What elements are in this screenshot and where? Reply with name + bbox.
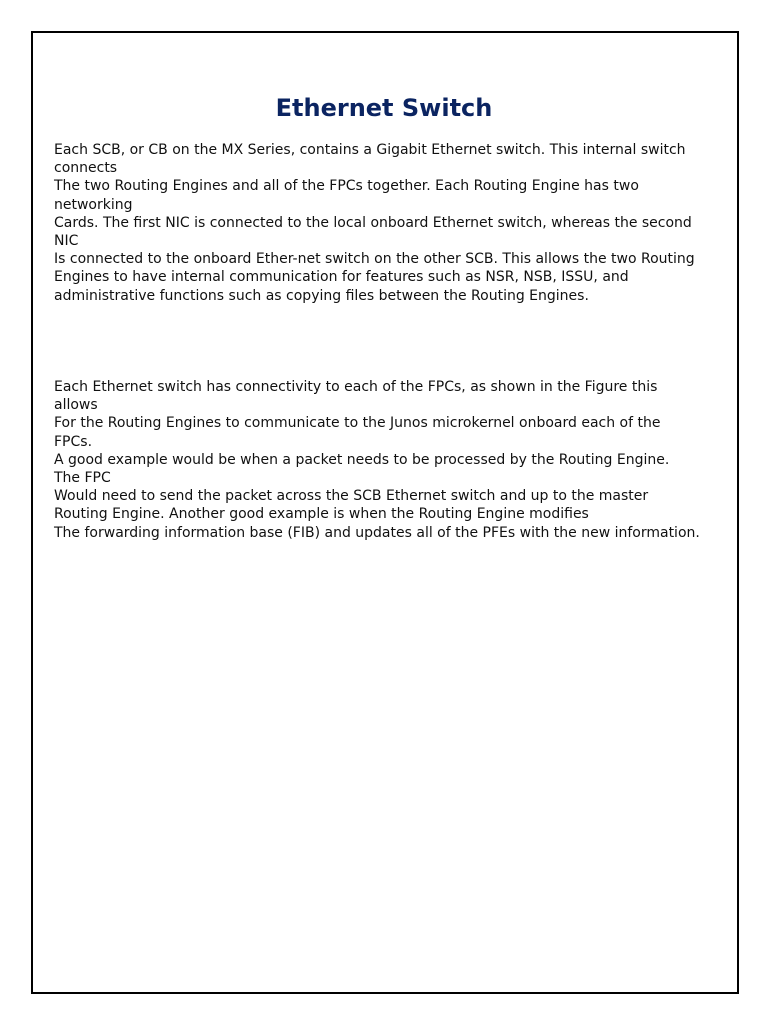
text-line: Routing Engine. Another good example is when the Routing Engine modifies <box>54 506 589 523</box>
text-line: Engines to have internal communication for features such as NSR, NSB, ISSU, and <box>54 269 629 286</box>
text-line: The forwarding information base (FIB) and updates all of the PFEs with the new information. <box>54 524 700 541</box>
text-line: connects <box>54 160 118 177</box>
text-line: Cards. The first NIC is connected to the local onboard Ethernet switch, whereas the second <box>54 214 692 231</box>
paragraph-scb-switch <box>54 141 695 305</box>
text-line: Each Ethernet switch has connectivity to each of the FPCs, as shown in the Figure this <box>54 379 658 395</box>
text-line: networking <box>54 196 133 213</box>
text-line: A good example would be when a packet needs to be processed by the Routing Engine. <box>54 451 670 468</box>
text-line: Would need to send the packet across the SCB Ethernet switch and up to the master <box>54 488 649 505</box>
text-line: Is connected to the onboard Ether-net switch on the other SCB. This allows the two Routing <box>54 251 695 268</box>
text-line: FPCs. <box>54 433 93 450</box>
text-line: The two Routing Engines and all of the FPCs together. Each Routing Engine has two <box>54 178 639 195</box>
page-title: Ethernet Switch <box>275 94 493 122</box>
paragraph-fpc-connectivity <box>54 378 700 542</box>
text-line: For the Routing Engines to communicate to the Junos microkernel onboard each of the <box>54 415 661 432</box>
text-line: Each SCB, or CB on the MX Series, contains a Gigabit Ethernet switch. This internal switch <box>54 142 686 158</box>
text-line: The FPC <box>54 470 111 487</box>
text-line: administrative functions such as copying files between the Routing Engines. <box>54 287 589 304</box>
text-line: NIC <box>54 233 79 250</box>
text-line: allows <box>54 397 98 414</box>
